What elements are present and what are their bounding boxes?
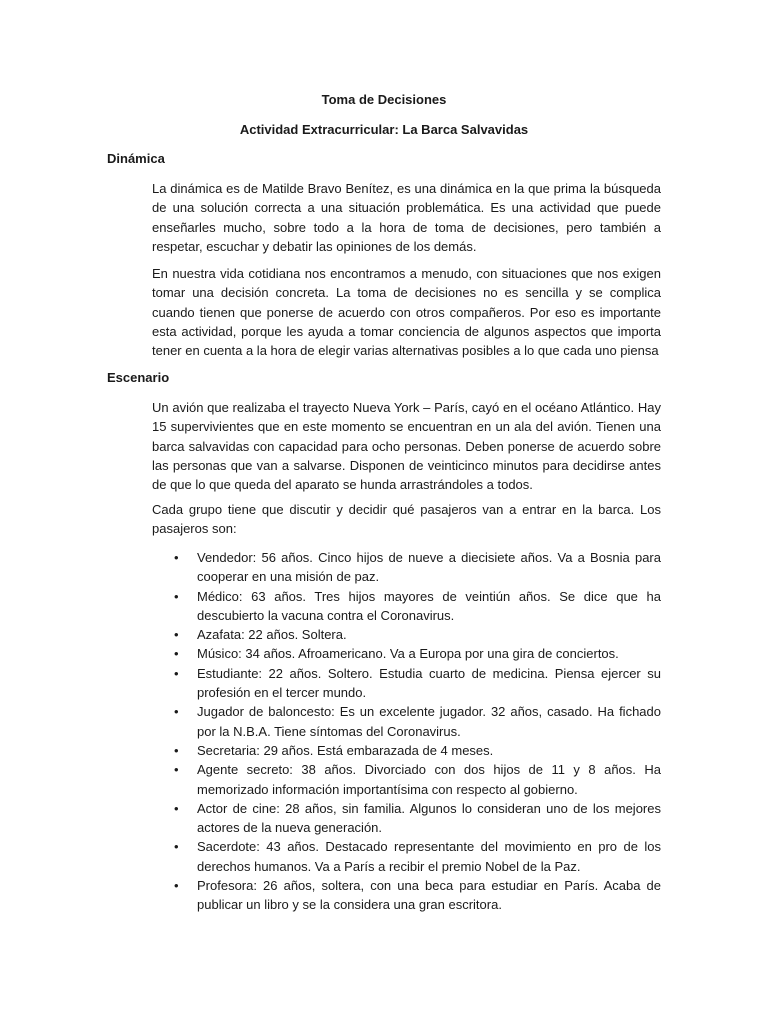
bullet-icon: •: [174, 742, 179, 758]
document-title: Toma de Decisiones: [321, 92, 447, 107]
bullet-icon: •: [174, 550, 179, 565]
passenger-text: Vendedor: 56 años. Cinco hijos de nueve a diecisiete años. Va a Bosnia para cooperar en una misión de paz.: [197, 550, 661, 585]
passenger-list: [152, 548, 661, 915]
list-item: [152, 741, 661, 760]
bullet-icon: •: [174, 704, 179, 720]
passenger-text: Profesora: 26 años, soltera, con una beca para estudiar en París. Acaba de publicar un libro y se la considera una gran escritora.: [197, 878, 661, 913]
list-item: [152, 548, 661, 587]
list-item: [152, 760, 661, 799]
document-subtitle: Actividad Extracurricular: La Barca Salvavidas: [239, 122, 529, 137]
paragraph-dinamica-1: La dinámica es de Matilde Bravo Benítez, es una dinámica en la que prima la búsqueda de una solución correcta a una situación problemática. Es una actividad que puede enseñarles mucho, sobre todo a la hora de toma de decisiones, pero también a respetar, escuchar y debatir las opiniones de los demás.: [152, 181, 661, 254]
list-item: [152, 702, 661, 741]
bullet-icon: •: [174, 762, 179, 778]
paragraph-dinamica-2: En nuestra vida cotidiana nos encontramos a menudo, con situaciones que nos exigen tomar una decisión concreta. La toma de decisiones no es sencilla y se complica cuando tienen que ponerse de acuerdo con otros compañeros. Por eso es importante esta actividad, porque les ayuda a tomar conciencia de algunos aspectos que importa tener en cuenta a la hora de elegir varias alternativas posibles a lo que cada uno piensa: [152, 266, 661, 359]
passenger-text: Agente secreto: 38 años. Divorciado con dos hijos de 11 y 8 años. Ha memorizado información importantísima con respecto al gobierno.: [197, 762, 661, 797]
passenger-text: Secretaria: 29 años. Está embarazada de 4 meses.: [197, 742, 494, 758]
passenger-text: Médico: 63 años. Tres hijos mayores de veintiún años. Se dice que ha descubierto la vacuna contra el Coronavirus.: [197, 588, 661, 623]
bullet-icon: •: [174, 665, 179, 681]
list-item: [152, 799, 661, 838]
passenger-text: Estudiante: 22 años. Soltero. Estudia cuarto de medicina. Piensa ejercer su profesión en el tercer mundo.: [197, 665, 661, 701]
section-heading-dinamica: Dinámica: [107, 151, 165, 166]
bullet-icon: •: [174, 800, 179, 816]
passenger-text: Jugador de baloncesto: Es un excelente jugador. 32 años, casado. Ha fichado por la N.B.A. Tiene síntomas del Coronavirus.: [197, 704, 661, 739]
section-heading-escenario: Escenario: [107, 370, 170, 385]
list-item: [152, 837, 661, 876]
list-item: [152, 876, 661, 915]
bullet-icon: •: [174, 646, 179, 662]
passenger-text: Azafata: 22 años. Soltera.: [197, 627, 347, 643]
passenger-text: Músico: 34 años. Afroamericano. Va a Europa por una gira de conciertos.: [197, 646, 619, 662]
list-item: [152, 664, 661, 703]
bullet-icon: •: [174, 588, 179, 604]
passenger-text: Actor de cine: 28 años, sin familia. Algunos lo consideran uno de los mejores actores de la nueva generación.: [197, 800, 661, 836]
bullet-icon: •: [174, 627, 179, 643]
paragraph-escenario-1: Un avión que realizaba el trayecto Nueva York – París, cayó en el océano Atlántico. Hay 15 supervivientes que en este momento se encuentran en un ala del avión. Tienen una barca salvavidas con capacidad para ocho personas. Deben ponerse de acuerdo sobre las personas que van a salvarse. Disponen de veinticinco minutos para decidirse antes de que lo que queda del aparato se hunda arrastrándoles a todos.: [152, 400, 661, 493]
bullet-icon: •: [174, 839, 179, 855]
passenger-text: Sacerdote: 43 años. Destacado representante del movimiento en pro de los derechos humanos. Va a París a recibir el premio Nobel de la Paz.: [197, 839, 661, 874]
list-item: [152, 625, 661, 644]
paragraph-escenario-2: Cada grupo tiene que discutir y decidir qué pasajeros van a entrar en la barca. Los pasajeros son:: [152, 502, 661, 537]
list-item: [152, 644, 661, 663]
bullet-icon: •: [174, 878, 179, 894]
list-item: [152, 587, 661, 626]
